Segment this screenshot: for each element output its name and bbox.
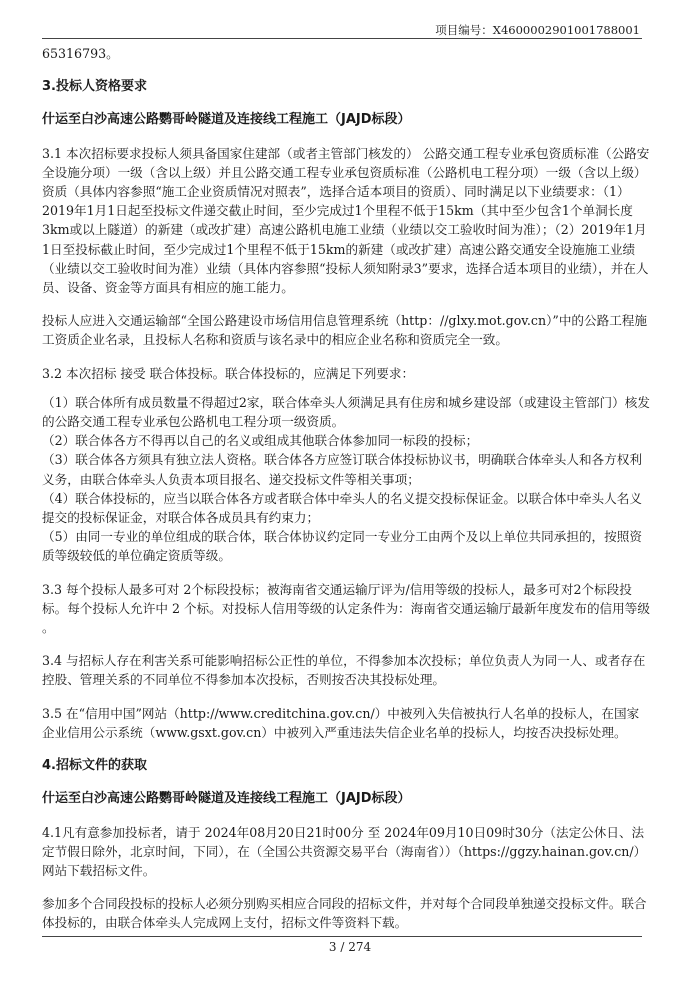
clause-3-3: 3.3 每个投标人最多可对 2个标段投标；被海南省交通运输厅评为/信用等级的投标人，最多可对2个标段投标。每个投标人允许中 2 个标。对投标人信用等级的认定条件为：海南省交通运输厅最新年度发布的信用等级 。 [42, 581, 650, 636]
project-number: 项目编号：X4600002901001788001 [435, 23, 640, 37]
clause-3-1: 3.1 本次招标要求投标人须具备国家住建部（或者主管部门核发的） 公路交通工程专业承包资质标准（公路安全设施分项）一级（含以上级）并且公路交通工程专业承包资质标准（公路机电工程分项）一级（含以上级） 资质（具体内容参照“施工企业资质情况对照表”，选择合适本项目的资质）、同时满足以下业绩要求：（1）2019年1月1日起至投标文件递交截止时间，至少完成过1个里程不低于15km（其中至少包含1个单洞长度3km或以上隧道）的新建（或改扩建）高速公路机电施工业绩（业绩以交工验收时间为准）；（2）2019年1月1日至投标截止时间，至少完成过1个里程不低于15km的新建（或改扩建）高速公路交通安全设施施工业绩（业绩以交工验收时间为准）业绩（具体内容参照“投标人须知附录3”要求，选择合适本项目的业绩），并在人员、设备、资金等方面具有相应的施工能力。 [42, 145, 650, 296]
footer-rule [42, 936, 642, 937]
registry-paragraph: 投标人应进入交通运输部“全国公路建设市场信用信息管理系统（http：//glxy.mot.gov.cn）”中的公路工程施工资质企业名录，且投标人名称和资质与该名录中的相应企业名称和资质完全一致。 [42, 313, 647, 348]
page-number: 3 / 274 [328, 940, 372, 954]
joint-item-3: （3）联合体各方须具有独立法人资格。联合体各方应签订联合体投标协议书，明确联合体牵头人和各方权利义务，由联合体牵头人负责本项目报名、递交投标文件等相关事项； [42, 452, 642, 487]
joint-item-4: （4）联合体投标的，应当以联合体各方或者联合体中牵头人的名义提交投标保证金。以联合体中牵头人名义提交的投标保证金，对联合体各成员具有约束力； [42, 490, 642, 526]
clause-4-1: 4.1凡有意参加投标者，请于 2024年08月20日21时00分 至 2024年09月10日09时30分（法定公休日、法定节假日除外，北京时间，下同），在（全国公共资源交易平台（海南省））（https://ggzy.hainan.gov.cn/）网站下载招标文件。 [42, 824, 647, 878]
joint-item-5: （5）由同一专业的单位组成的联合体，联合体协议约定同一专业分工由两个及以上单位共同承担的，按照资质等级较低的单位确定资质等级。 [42, 529, 642, 564]
section-4-title: 4.招标文件的获取 [42, 758, 147, 774]
joint-item-2: （2）联合体各方不得再以自己的名义或组成其他联合体参加同一标段的投标； [42, 433, 479, 449]
clause-3-2: 3.2 本次招标 接受 联合体投标。联合体投标的，应满足下列要求： [42, 365, 415, 381]
header-rule [42, 38, 642, 39]
section-3-title: 3.投标人资格要求 [42, 79, 147, 95]
multi-lot-paragraph: 参加多个合同段投标的投标人必须分别购买相应合同段的招标文件，并对每个合同段单独递交投标文件。联合体投标的，由联合体牵头人完成网上支付，招标文件等资料下载。 [42, 896, 647, 931]
continued-text: 65316793。 [42, 46, 119, 61]
clause-3-5: 3.5 在“信用中国”网站（http://www.creditchina.gov.cn/）中被列入失信被执行人名单的投标人，在国家企业信用公示系统（www.gsxt.gov.cn）中被列入严重违法失信企业名单的投标人，均按否决投标处理。 [42, 705, 640, 740]
document-body [42, 44, 650, 933]
clause-3-4: 3.4 与招标人存在利害关系可能影响招标公正性的单位，不得参加本次投标；单位负责人为同一人、或者存在控股、管理关系的不同单位不得参加本次投标，否则按否决其投标处理。 [42, 653, 646, 688]
joint-item-1: （1）联合体所有成员数量不得超过2家，联合体牵头人须满足具有住房和城乡建设部（或建设主管部门）核发的公路交通工程专业承包公路机电工程分项一级资质。 [42, 394, 650, 430]
section-4-lot-title: 什运至白沙高速公路鹦哥岭隧道及连接线工程施工（JAJD标段） [42, 791, 411, 807]
section-3-lot-title: 什运至白沙高速公路鹦哥岭隧道及连接线工程施工（JAJD标段） [42, 112, 411, 128]
